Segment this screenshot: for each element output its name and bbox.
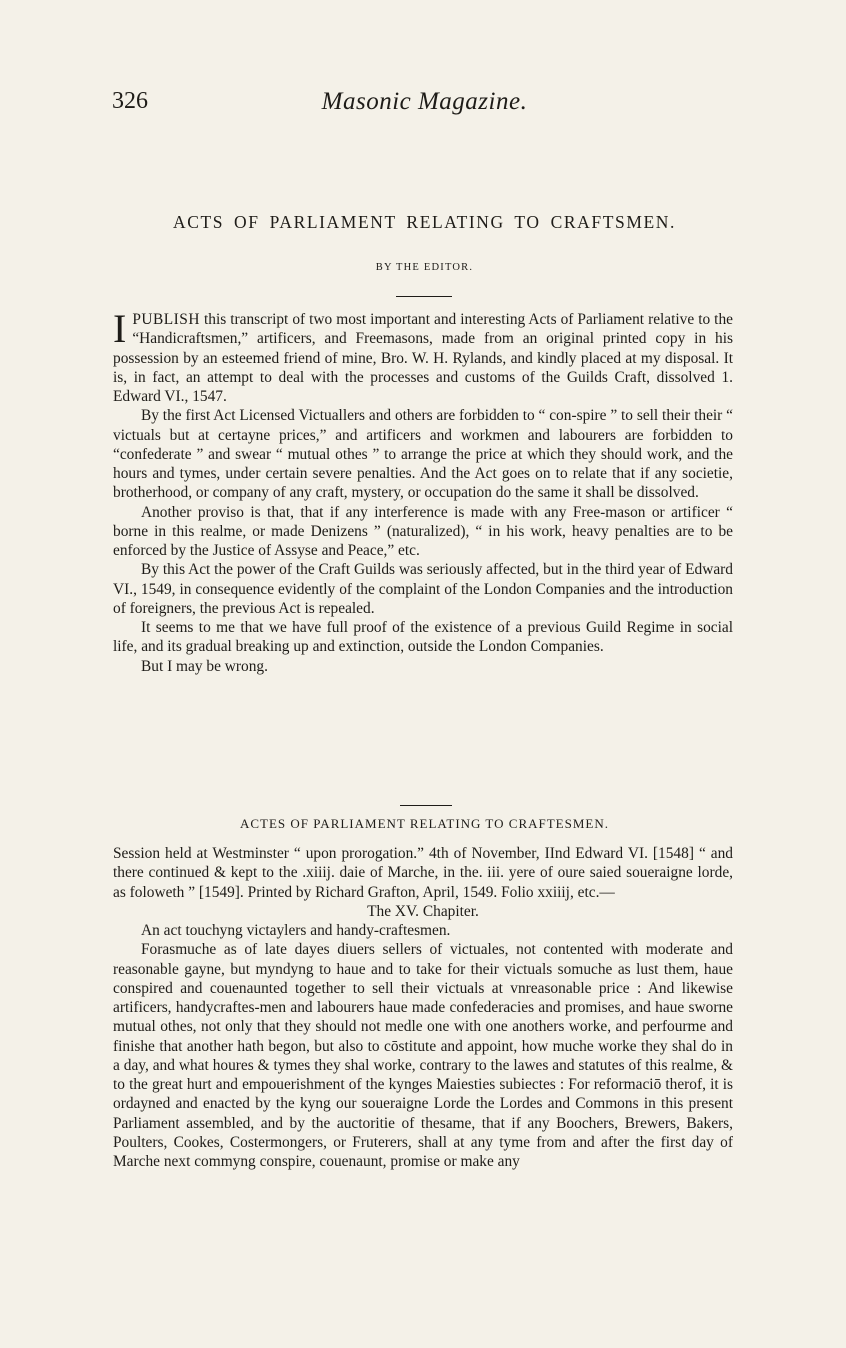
section-heading: ACTES OF PARLIAMENT RELATING TO CRAFTESMEN. <box>239 816 609 831</box>
byline: BY THE EDITOR. <box>375 262 474 273</box>
article-paragraph <box>113 306 733 406</box>
article-body <box>113 306 733 676</box>
chapter-heading: The XV. Chapiter. <box>367 902 479 920</box>
article-title: ACTS OF PARLIAMENT RELATING TO CRAFTSMEN. <box>172 212 677 232</box>
act-title: An act touchyng victaylers and handy-craftesmen. <box>141 922 451 939</box>
article-paragraph: But I may be wrong. <box>141 657 268 675</box>
divider-rule <box>396 296 452 297</box>
running-head <box>112 88 737 128</box>
session-note: Session held at Westminster “ upon prorogation.” 4th of November, IInd Edward VI. [1548] “ and there continued & kept to the .xiiij. daie of Marche, in the. iii. yere of oure saied soueraigne lorde, as foloweth ” [1549]. Printed by Richard Grafton, April, 1549. Folio xxiiij, etc.— <box>113 845 733 901</box>
statute-text <box>113 844 733 1171</box>
paragraph-text: this transcript of two most important and interesting Acts of Parliament relative to the “Handicraftsmen,” artificers, and Freemasons, made from an original printed copy in his possession by an esteemed friend of mine, Bro. W. H. Rylands, and kindly placed at my disposal. It is, in fact, an attempt to deal with the processes and customs of the Guilds Craft, dissolved 1. Edward VI., 1547. <box>113 311 733 405</box>
divider-rule <box>400 805 452 806</box>
drop-cap: I <box>113 306 127 351</box>
article-paragraph: By the first Act Licensed Victuallers and others are forbidden to “ con-spire ” to sell their their “ victuals but at certayne prices,” and artificers and workmen and labourers are forbidden to “confederate ” and swear “ mutual othes ” to arrange the price at which they should work, and the hours and tymes, under certain severe penalties. And the Act goes on to relate that if any societie, brotherhood, or company of any craft, mystery, or occupation do the same it shall be dissolved. <box>113 407 733 502</box>
article-paragraph: It seems to me that we have full proof of the existence of a previous Guild Regime in social life, and its gradual breaking up and extinction, outside the London Companies. <box>113 619 733 656</box>
running-title: Masonic Magazine. <box>321 88 528 115</box>
article-paragraph: Another proviso is that, that if any interference is made with any Free-mason or artificer “ borne in this realme, or made Denizens ” (naturalized), “ in his work, heavy penalties are to be enforced by the Justice of Assyse and Peace,” etc. <box>113 503 733 559</box>
act-body: Forasmuche as of late dayes diuers sellers of victuales, not contented with moderate and reasonable gayne, but myndyng to haue and to take for their victuals somuche as lust them, haue conspired and couenaunted together to sell their victuals at vnreasonable price : And likewise artificers, handycraftes-men and labourers haue made confederacies and promises, and haue sworne mutual othes, not only that they should not medle one with one anothers worke, and perfourme and finishe that another hath begon, but also to cōstitute and appoint, how muche worke they shal do in a day, and what houres & tymes they shal worke, contrary to the lawes and statutes of this realme, & to the great hurt and empouerishment of the kynges Maiesties subiectes : For reformaciō therof, it is ordayned and enacted by the kyng our soueraigne Lorde the Lordes and Commons in this present Parliament assembled, and by the auctoritie of thesame, that if any Boochers, Brewers, Bakers, Poulters, Cookes, Costermongers, or Fruterers, shall at any tyme from and after the first day of Marche next commyng conspire, couenaunt, promise or make any <box>113 941 733 1170</box>
article-paragraph: By this Act the power of the Craft Guilds was seriously affected, but in the third year of Edward VI., 1549, in consequence evidently of the complaint of the London Companies and the introduction of foreigners, the previous Act is repealed. <box>113 561 733 617</box>
page-number: 326 <box>112 88 148 114</box>
opening-word: PUBLISH <box>132 311 200 328</box>
